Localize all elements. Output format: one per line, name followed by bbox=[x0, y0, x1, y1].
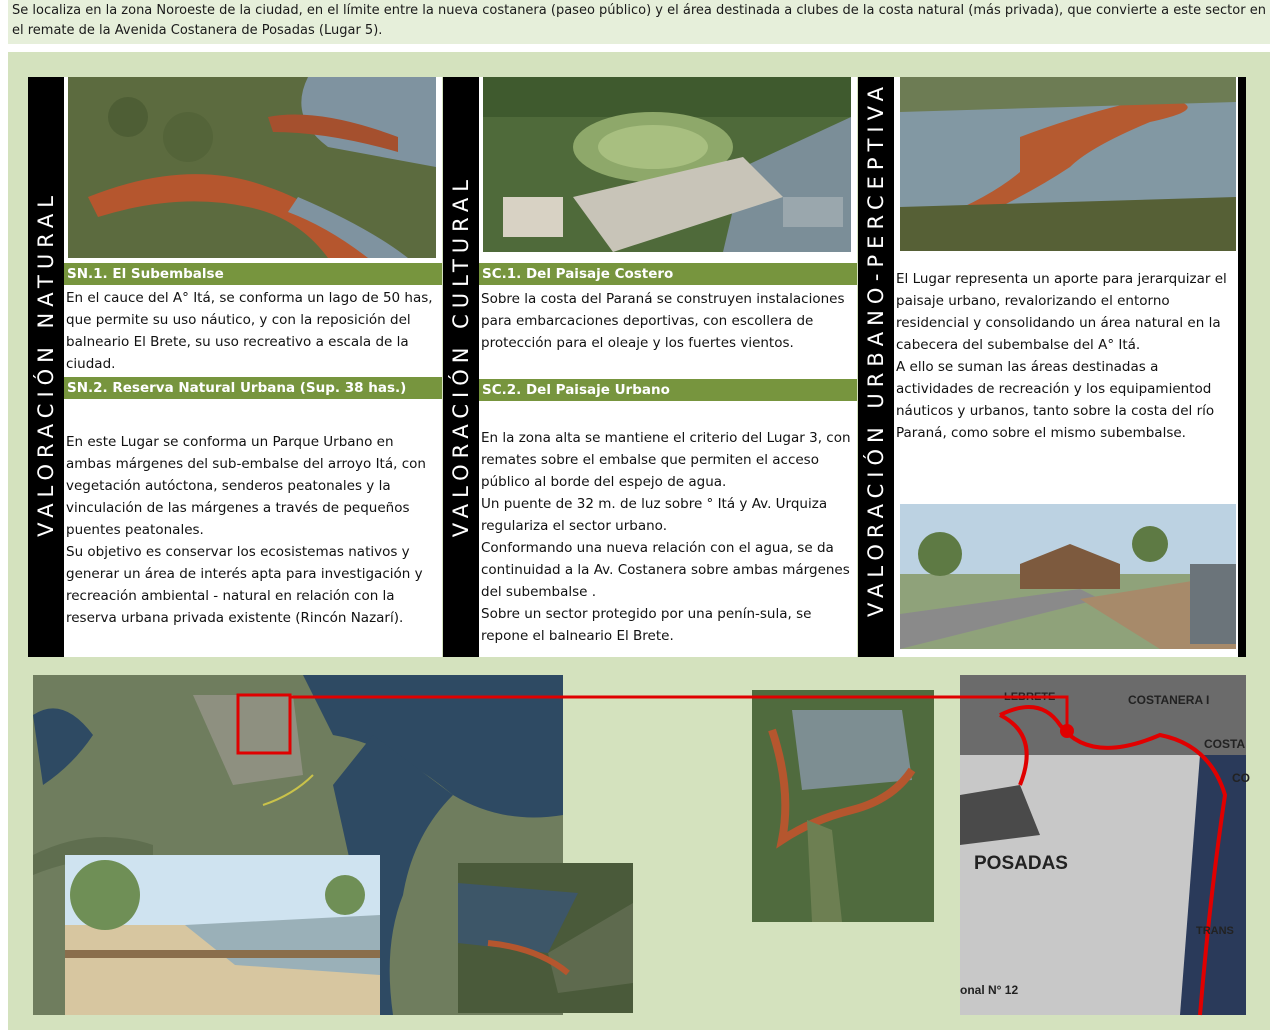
urbano-paragraph-1: El Lugar representa un aporte para jerarquizar el paisaje urbano, revalorizando el entorno residencial y consolidando un área natural en la cabecera del subembalse del A° Itá. bbox=[896, 271, 1227, 353]
urbano-aerial-photo bbox=[900, 77, 1236, 251]
sc2-paragraph-4: Sobre un sector protegido por una penín-sula, se repone el balneario El Brete. bbox=[481, 606, 812, 644]
costa-label: COSTA bbox=[1204, 737, 1246, 751]
cultural-content bbox=[479, 77, 857, 657]
urbano-paragraph-2: A ello se suman las áreas destinadas a actividades de recreación y los equipamientod náuticos y urbanos, tanto sobre la costa del río Paraná, como sobre el mismo subembalse. bbox=[896, 359, 1215, 441]
urbano-text bbox=[896, 268, 1238, 444]
urbano-band bbox=[858, 77, 894, 657]
natural-content bbox=[64, 77, 442, 657]
right-border bbox=[1238, 77, 1246, 657]
lebrete-label: LEBRETE bbox=[1004, 691, 1056, 703]
sn2-text bbox=[66, 431, 440, 629]
sn2-header: SN.2. Reserva Natural Urbana (Sup. 38 has.) bbox=[64, 377, 442, 399]
sc1-header: SC.1. Del Paisaje Costero bbox=[479, 263, 857, 285]
natural-band bbox=[28, 77, 64, 657]
costanera-aerial-photo bbox=[458, 863, 633, 1013]
intro-paragraph: Se localiza en la zona Noroeste de la ciudad, en el límite entre la nueva costanera (paseo público) y el área destinada a clubes de la costa natural (más privada), que convierte a este sector en el remate de la Avenida Costanera de Posadas (Lugar 5). bbox=[8, 0, 1270, 44]
urbano-band-label: VALORACIÓN URBANO-PERCEPTIVA bbox=[864, 81, 888, 617]
trans-label: TRANS bbox=[1196, 925, 1234, 937]
city-label: POSADAS bbox=[974, 853, 1068, 874]
sc2-paragraph-3: Conformando una nueva relación con el agua, se da continuidad a la Av. Costanera sobre ambas márgenes del subembalse . bbox=[481, 540, 850, 600]
costero-render-photo bbox=[483, 77, 851, 252]
cultural-column bbox=[443, 77, 858, 657]
cultural-band-label: VALORACIÓN CULTURAL bbox=[449, 173, 473, 537]
urbano-content bbox=[894, 77, 1238, 657]
urbano-column bbox=[858, 77, 1238, 657]
balneario-photo bbox=[65, 855, 380, 1015]
sc2-text bbox=[481, 427, 855, 647]
cultural-band bbox=[443, 77, 479, 657]
sn1-header: SN.1. El Subembalse bbox=[64, 263, 442, 285]
sn2-paragraph-1: En este Lugar se conforma un Parque Urbano en ambas márgenes del sub-embalse del arroyo Itá, con vegetación autóctona, senderos peatonales y la vinculación de las márgenes a través de pequeños puentes peatonales. bbox=[66, 434, 426, 538]
subembalse-aerial-photo bbox=[68, 77, 436, 258]
natural-band-label: VALORACIÓN NATURAL bbox=[34, 190, 58, 537]
sn2-paragraph-2: Su objetivo es conservar los ecosistemas nativos y generar un área de interés apta para investigación y recreación ambiental - natural en relación con la reserva urbana privada existente (Rincón Nazarí). bbox=[66, 544, 423, 626]
sn1-text: En el cauce del A° Itá, se conforma un lago de 50 has, que permite su uso náutico, y con la reposición del balneario El Brete, su uso recreativo a escala de la ciudad. bbox=[66, 290, 433, 372]
sc2-header: SC.2. Del Paisaje Urbano bbox=[479, 379, 857, 401]
costanera-label: COSTANERA I bbox=[1128, 693, 1210, 707]
subembalse-photo bbox=[752, 690, 934, 922]
city-map bbox=[960, 675, 1250, 1015]
ruta-label: onal N° 12 bbox=[960, 983, 1019, 997]
sc2-paragraph-2: Un puente de 32 m. de luz sobre ° Itá y Av. Urquiza regulariza el sector urbano. bbox=[481, 496, 828, 534]
sc2-paragraph-1: En la zona alta se mantiene el criterio del Lugar 3, con remates sobre el embalse que permiten el acceso público al borde del espejo de agua. bbox=[481, 430, 851, 490]
co-label: CO bbox=[1232, 771, 1250, 785]
sc1-text: Sobre la costa del Paraná se construyen instalaciones para embarcaciones deportivas, con escollera de protección para el oleaje y los fuertes vientos. bbox=[481, 291, 845, 351]
urbano-render-photo bbox=[900, 504, 1236, 649]
natural-column bbox=[28, 77, 442, 657]
